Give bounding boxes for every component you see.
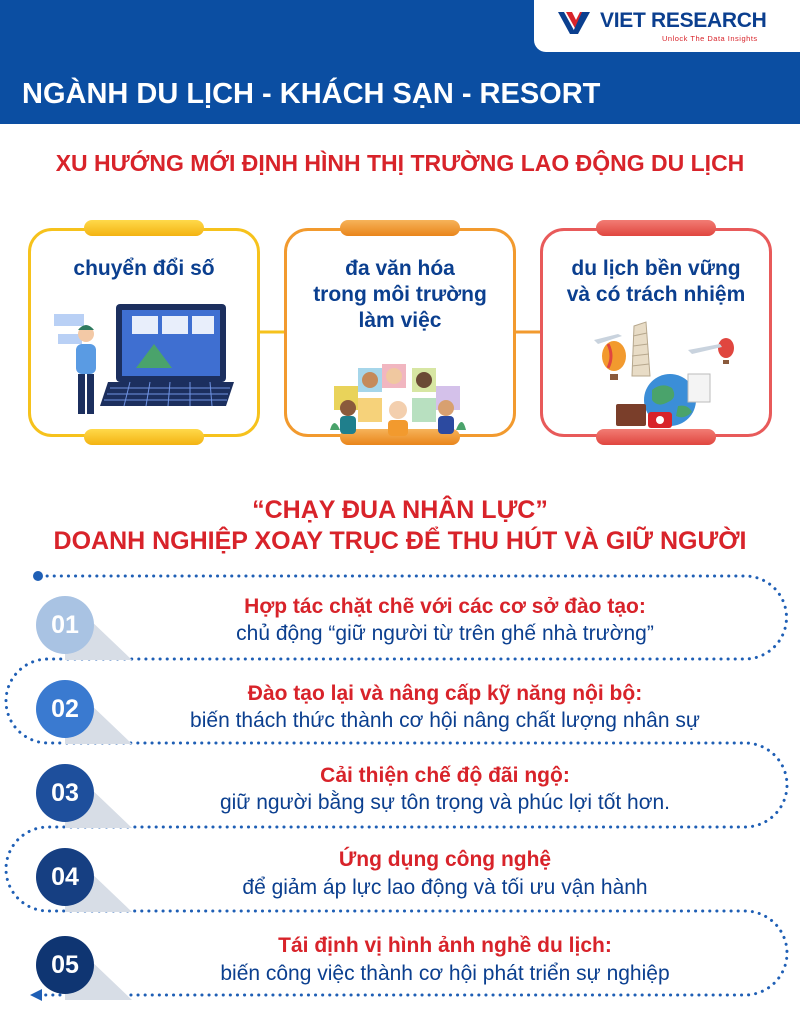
logo-v-icon <box>556 8 600 38</box>
trend-card-digital <box>22 220 266 445</box>
step-title: Đào tạo lại và nâng cấp kỹ năng nội bộ: <box>247 682 643 705</box>
step-number: 04 <box>51 863 79 891</box>
digital-transformation-illustration <box>50 294 240 424</box>
step-description: chủ động “giữ người từ trên ghế nhà trường” <box>236 622 654 645</box>
trend-label-line: du lịch bền vững <box>571 257 741 280</box>
step-title: Ứng dụng công nghệ <box>338 848 552 871</box>
step-description: để giảm áp lực lao động và tối ưu vận hành <box>242 876 648 899</box>
step-title: Hợp tác chặt chẽ với các cơ sở đào tạo: <box>244 595 646 618</box>
step-number: 02 <box>51 695 79 723</box>
trend-label-line: đa văn hóa <box>345 257 455 280</box>
page-title: NGÀNH DU LỊCH - KHÁCH SẠN - RESORT <box>22 78 601 110</box>
trend-label-multicultural <box>288 256 512 334</box>
step-description: biến công việc thành cơ hội phát triển sự nghiệp <box>220 962 670 985</box>
trend-label-sustainable <box>544 256 768 308</box>
multicultural-team-illustration <box>328 360 468 436</box>
step-item-04 <box>0 840 800 926</box>
step-number: 03 <box>51 779 79 807</box>
step-item-05 <box>0 928 800 1014</box>
step-description: giữ người bằng sự tôn trọng và phúc lợi tốt hơn. <box>219 791 671 814</box>
trend-label-digital: chuyển đổi số <box>73 257 215 280</box>
sustainable-travel-illustration <box>588 316 738 434</box>
header-banner <box>0 0 800 124</box>
card-bar-top <box>596 220 716 236</box>
brand-logo[interactable] <box>534 0 800 52</box>
logo-tagline: Unlock The Data Insights <box>662 34 758 43</box>
trend-label-line: và có trách nhiệm <box>566 283 746 306</box>
card-bar-top <box>84 220 204 236</box>
trend-label-line: làm việc <box>358 309 442 332</box>
step-item-02 <box>0 672 800 758</box>
trend-label-line: trong môi trường <box>313 283 487 306</box>
trends-heading: XU HƯỚNG MỚI ĐỊNH HÌNH THỊ TRƯỜNG LAO ĐỘNG DU LỊCH <box>55 150 745 176</box>
step-description: biến thách thức thành cơ hội nâng chất lượng nhân sự <box>190 709 700 732</box>
step-title: Tái định vị hình ảnh nghề du lịch: <box>278 934 612 957</box>
race-quote: “CHẠY ĐUA NHÂN LỰC” <box>252 496 548 524</box>
logo-wordmark: VIET RESEARCH <box>600 9 767 32</box>
race-subtitle: DOANH NGHIỆP XOAY TRỤC ĐỂ THU HÚT VÀ GIỮ NGƯỜI <box>53 527 747 555</box>
step-number: 01 <box>51 611 79 639</box>
card-bar-top <box>340 220 460 236</box>
trend-card-sustainable <box>534 220 778 445</box>
card-bar-bottom <box>84 429 204 445</box>
step-item-03 <box>0 756 800 842</box>
step-title: Cải thiện chế độ đãi ngộ: <box>320 764 570 787</box>
step-item-01 <box>0 588 800 674</box>
trend-card-multicultural <box>278 220 522 445</box>
step-number: 05 <box>51 951 79 979</box>
